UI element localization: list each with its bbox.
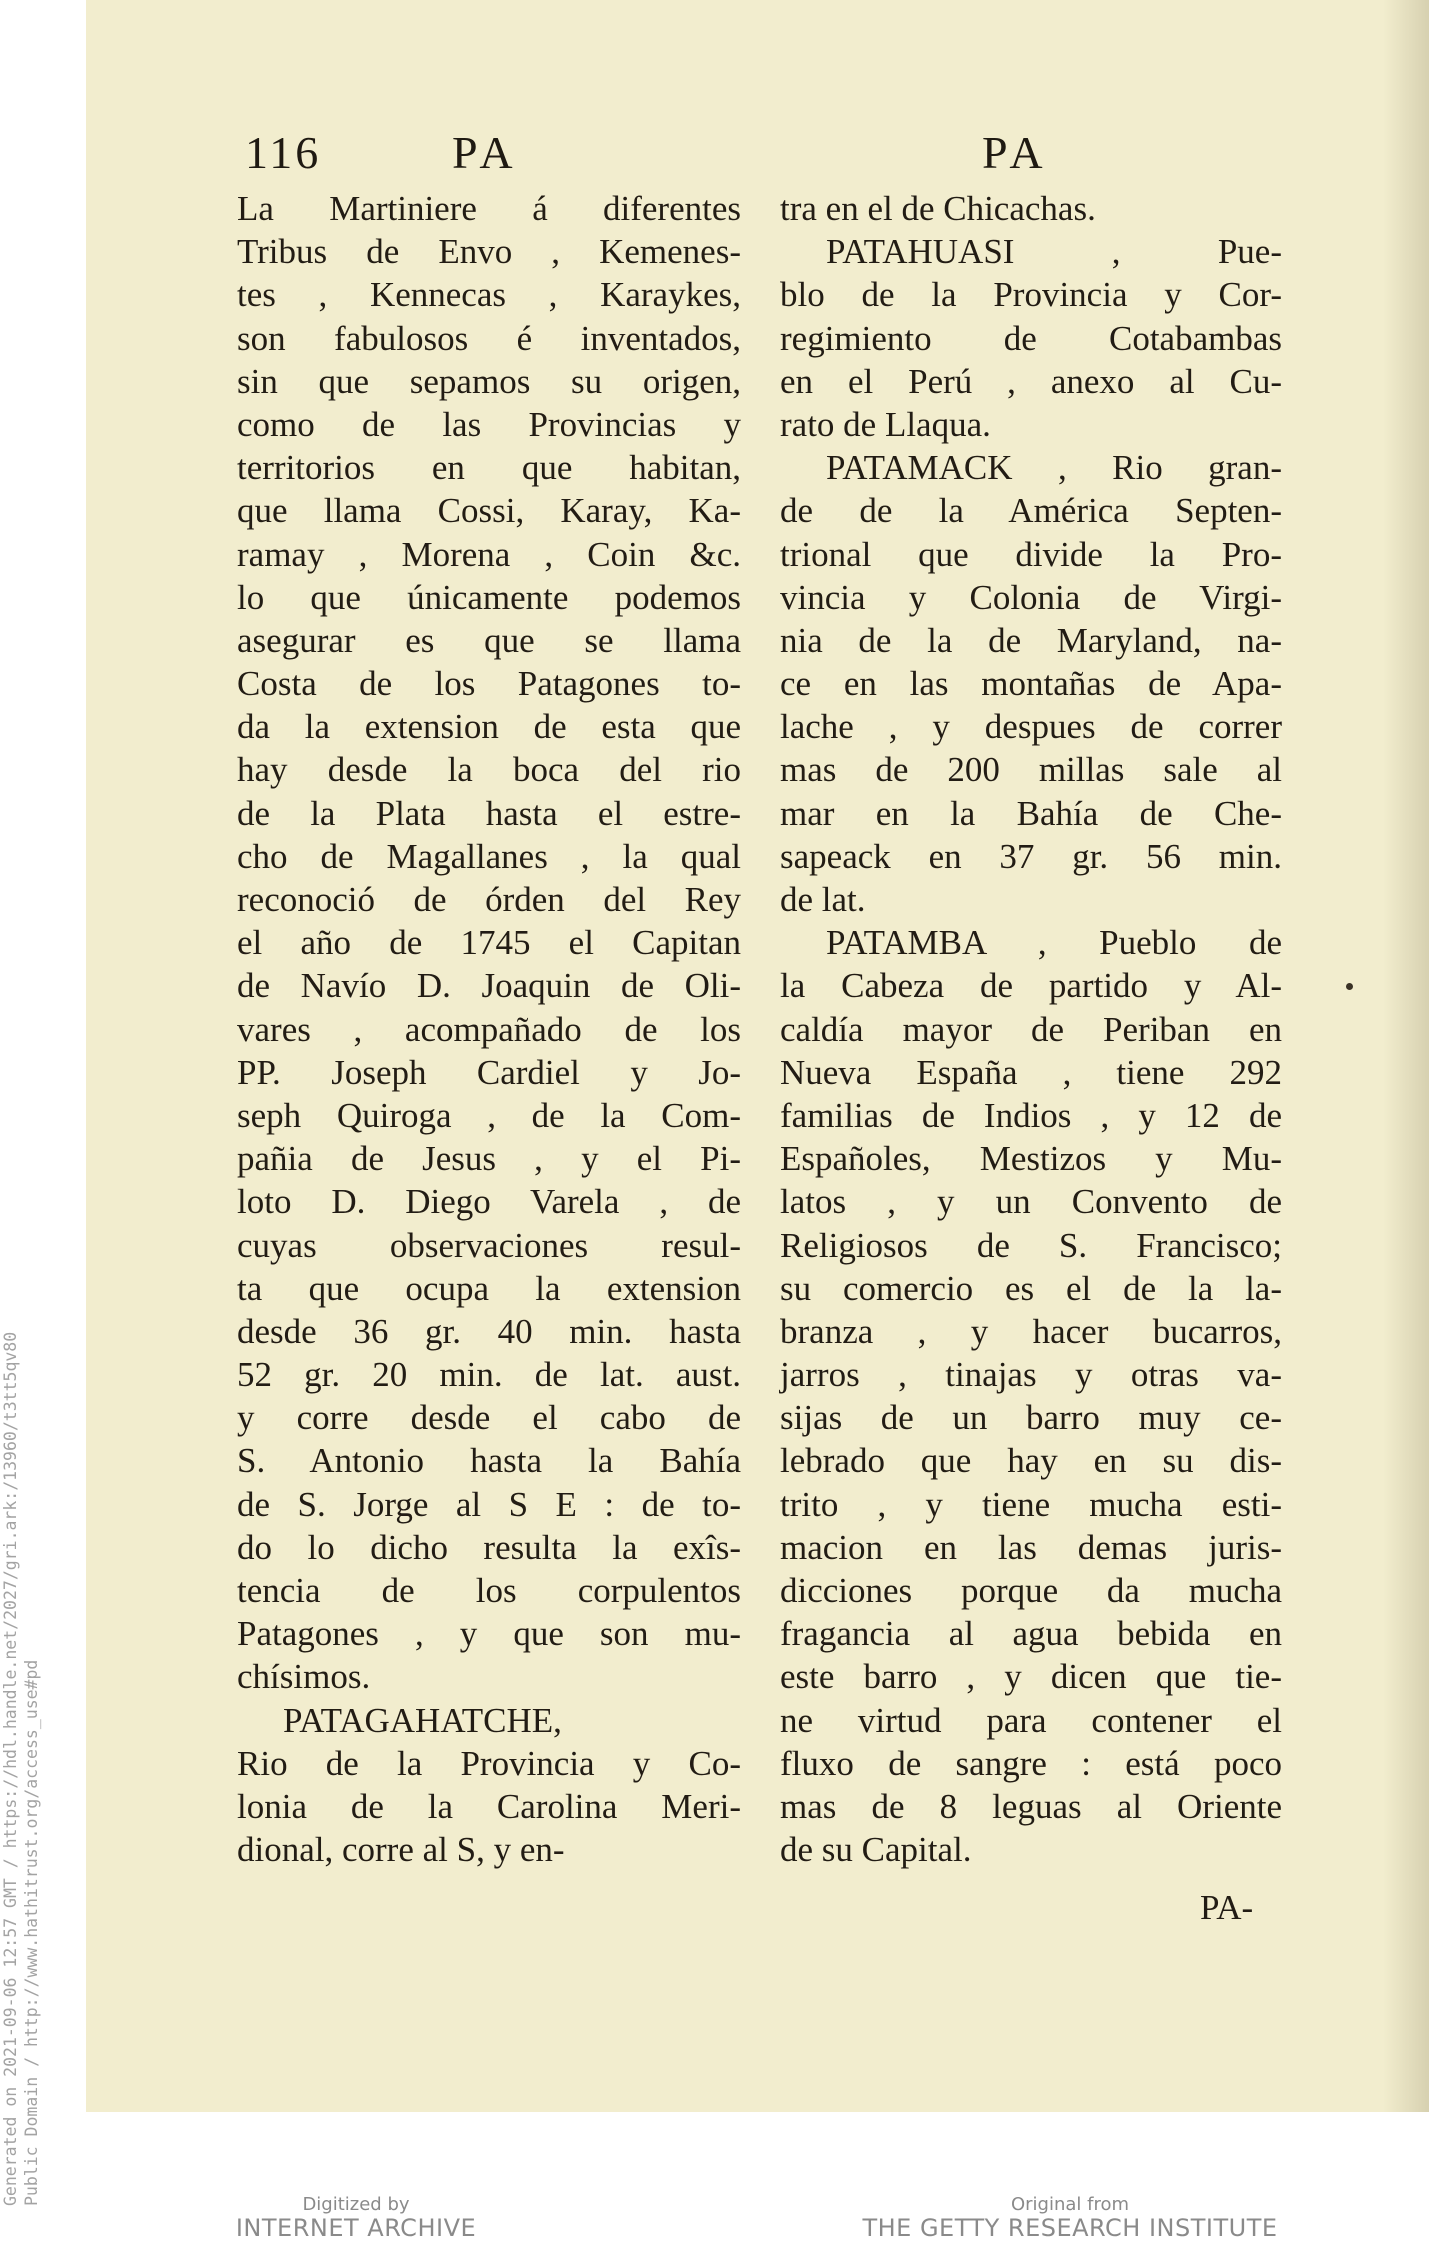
stamp-line-1: Generated on 2021-09-06 12:57 GMT / https://hdl.handle.net/2027/gri.ark:/13960/t3tt5qv80 xyxy=(1,1331,20,2206)
digitized-by-label: Digitized by xyxy=(302,2194,410,2215)
text-line: de S. Jorge al S E : de to- xyxy=(237,1484,741,1524)
text-line: desde 36 gr. 40 min. hasta xyxy=(237,1311,741,1351)
text-line: ta que ocupa la extension xyxy=(237,1268,741,1308)
text-line: PP. Joseph Cardiel y Jo- xyxy=(237,1052,741,1092)
text-line: reconoció de órden del Rey xyxy=(237,880,741,919)
text-line: Religiosos de S. Francisco; xyxy=(780,1225,1282,1265)
text-line: PATAHUASI , Pue- xyxy=(826,232,1282,272)
text-line: hay desde la boca del rio xyxy=(237,750,741,790)
text-line: familias de Indios , y 12 de xyxy=(780,1095,1282,1135)
text-line: seph Quiroga , de la Com- xyxy=(237,1095,741,1135)
text-line: pañia de Jesus , y el Pi- xyxy=(237,1139,741,1179)
text-line: sijas de un barro muy ce- xyxy=(780,1398,1282,1438)
text-line: mas de 200 millas sale al xyxy=(780,750,1282,790)
text-line: y corre desde el cabo de xyxy=(237,1398,741,1438)
text-line: 52 gr. 20 min. de lat. aust. xyxy=(237,1355,741,1395)
text-line: sin que sepamos su origen, xyxy=(237,361,741,401)
text-line: Tribus de Envo , Kemenes- xyxy=(237,232,741,272)
page-number: 116 xyxy=(245,127,322,178)
text-line: Patagones , y que son mu- xyxy=(237,1614,741,1654)
text-line: en el Perú , anexo al Cu- xyxy=(780,361,1282,401)
text-line: lebrado que hay en su dis- xyxy=(780,1441,1282,1481)
text-line: de la Plata hasta el estre- xyxy=(237,793,741,833)
text-line: mas de 8 leguas al Oriente xyxy=(780,1786,1282,1826)
text-line: da la extension de esta que xyxy=(237,707,741,747)
text-line: do lo dicho resulta la exîs- xyxy=(237,1527,741,1567)
text-line: blo de la Provincia y Cor- xyxy=(780,275,1282,315)
text-line: son fabulosos é inventados, xyxy=(237,318,741,358)
text-line: de lat. xyxy=(780,880,866,919)
text-line: tencia de los corpulentos xyxy=(237,1571,741,1610)
text-line: territorios en que habitan, xyxy=(237,448,741,488)
text-line: asegurar es que se llama xyxy=(237,620,741,660)
text-line: PATAMACK , Rio gran- xyxy=(826,448,1282,488)
text-line: que llama Cossi, Karay, Ka- xyxy=(237,491,741,531)
text-line: ramay , Morena , Coin &c. xyxy=(237,534,741,574)
text-line: Españoles, Mestizos y Mu- xyxy=(780,1139,1282,1179)
text-line: este barro , y dicen que tie- xyxy=(780,1657,1282,1697)
text-line: latos , y un Convento de xyxy=(780,1182,1282,1222)
text-line: su comercio es el de la la- xyxy=(780,1268,1282,1308)
running-head-left: PA xyxy=(452,127,519,178)
text-line: de su Capital. xyxy=(780,1830,972,1870)
text-line: branza , y hacer bucarros, xyxy=(780,1311,1282,1351)
text-line: PATAMBA , Pueblo de xyxy=(826,923,1282,963)
text-line: trional que divide la Pro- xyxy=(780,534,1282,574)
text-line: dional, corre al S, y en- xyxy=(237,1830,565,1870)
page-edge-shadow xyxy=(1383,0,1429,2112)
text-line: Nueva España , tiene 292 xyxy=(780,1052,1282,1092)
running-head-right: PA xyxy=(982,127,1049,178)
text-line: sapeack en 37 gr. 56 min. xyxy=(780,836,1282,876)
text-line: tra en el de Chicachas. xyxy=(780,189,1096,228)
text-line: loto D. Diego Varela , de xyxy=(237,1182,741,1222)
text-line: Rio de la Provincia y Co- xyxy=(237,1743,741,1783)
ink-speck xyxy=(1346,983,1353,990)
text-line: regimiento de Cotabambas xyxy=(780,318,1282,358)
text-line: lo que únicamente podemos xyxy=(237,577,741,617)
left-text-column xyxy=(237,187,741,1871)
stamp-line-2: Public Domain / http://www.hathitrust.org/access_use#pd xyxy=(22,1659,41,2206)
text-line: cuyas observaciones resul- xyxy=(237,1225,741,1265)
getty-label: THE GETTY RESEARCH INSTITUTE xyxy=(862,2214,1278,2242)
catchword: PA- xyxy=(1200,1888,1254,1927)
text-line: PATAGAHATCHE, xyxy=(283,1700,562,1740)
text-line: macion en las demas juris- xyxy=(780,1527,1282,1567)
right-text-column xyxy=(780,187,1282,1871)
text-line: vincia y Colonia de Virgi- xyxy=(780,577,1282,617)
text-line: lache , y despues de correr xyxy=(780,707,1282,747)
text-line: ne virtud para contener el xyxy=(780,1700,1282,1740)
original-from-label: Original from xyxy=(1010,2194,1130,2215)
text-line: el año de 1745 el Capitan xyxy=(237,923,741,963)
hathitrust-generated-stamp xyxy=(0,1332,42,2206)
text-line: mar en la Bahía de Che- xyxy=(780,793,1282,833)
text-line: caldía mayor de Periban en xyxy=(780,1009,1282,1049)
text-line: S. Antonio hasta la Bahía xyxy=(237,1441,741,1481)
text-line: fluxo de sangre : está poco xyxy=(780,1743,1282,1783)
internet-archive-label: INTERNET ARCHIVE xyxy=(235,2214,477,2242)
text-line: de de la América Septen- xyxy=(780,491,1282,531)
text-line: como de las Provincias y xyxy=(237,404,741,444)
text-line: cho de Magallanes , la qual xyxy=(237,836,741,876)
text-line: dicciones porque da mucha xyxy=(780,1571,1282,1610)
text-line: jarros , tinajas y otras va- xyxy=(780,1355,1282,1395)
text-line: lonia de la Carolina Meri- xyxy=(237,1786,741,1826)
text-line: la Cabeza de partido y Al- xyxy=(780,966,1282,1006)
text-line: La Martiniere á diferentes xyxy=(237,189,741,228)
text-line: rato de Llaqua. xyxy=(780,404,991,444)
text-line: fragancia al agua bebida en xyxy=(780,1614,1282,1654)
text-line: trito , y tiene mucha esti- xyxy=(780,1484,1282,1524)
text-line: ce en las montañas de Apa- xyxy=(780,664,1282,704)
text-line: tes , Kennecas , Karaykes, xyxy=(237,275,741,315)
text-line: Costa de los Patagones to- xyxy=(237,664,741,704)
text-line: nia de la de Maryland, na- xyxy=(780,620,1282,660)
text-line: chísimos. xyxy=(237,1657,371,1697)
text-line: vares , acompañado de los xyxy=(237,1009,741,1049)
text-line: de Navío D. Joaquin de Oli- xyxy=(237,966,741,1006)
